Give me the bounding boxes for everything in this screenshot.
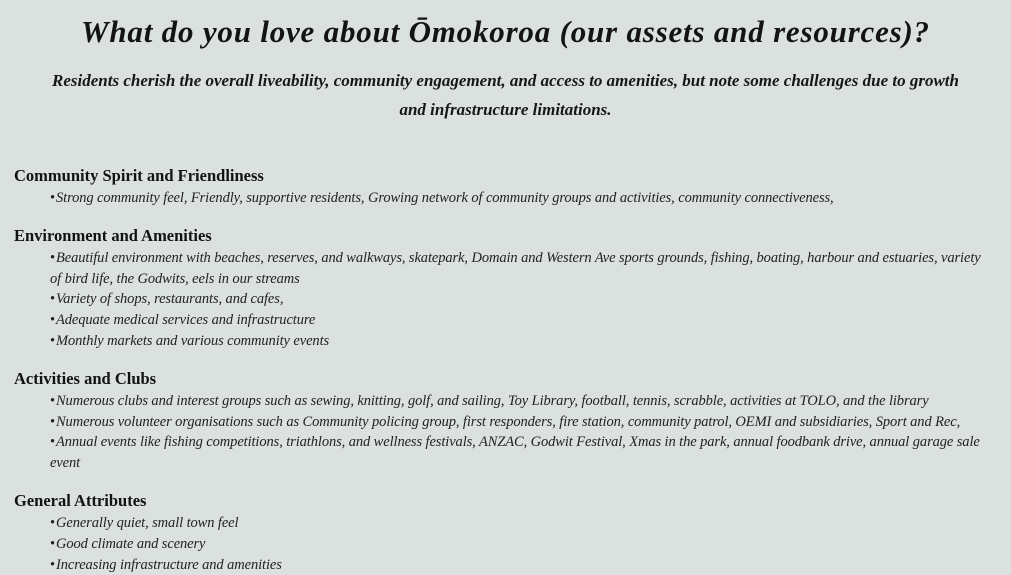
bullet-marker-icon: • xyxy=(50,291,55,308)
section-heading: Community Spirit and Friendliness xyxy=(14,166,264,185)
bullet-item xyxy=(50,331,991,352)
bullet-list xyxy=(50,248,991,352)
bullet-list xyxy=(50,513,991,575)
bullet-text: Increasing infrastructure and amenities xyxy=(55,556,282,573)
bullet-text: Numerous volunteer organisations such as Community policing group, first responders, fire station, community patrol, OEMI and subsidiaries, Sport and Rec, xyxy=(55,413,961,430)
section-heading: Environment and Amenities xyxy=(14,225,212,245)
bullet-item xyxy=(50,391,991,412)
bullet-text: Variety of shops, restaurants, and cafes, xyxy=(55,291,284,308)
bullet-marker-icon: • xyxy=(50,556,55,573)
section-heading: General Attributes xyxy=(14,490,147,510)
bullet-text: Good climate and scenery xyxy=(55,535,206,552)
bullet-marker-icon: • xyxy=(50,190,55,206)
bullet-marker-icon: • xyxy=(50,312,55,329)
bullet-item xyxy=(50,513,991,534)
section-general-attributes xyxy=(14,491,991,575)
bullet-item xyxy=(50,310,991,331)
bullet-text: Annual events like fishing competitions, triathlons, and wellness festivals, ANZAC, Godwit Festival, Xmas in the park, annual foodbank drive, annual garage sale event xyxy=(50,434,980,472)
bullet-marker-icon: • xyxy=(50,535,55,552)
bullet-item xyxy=(50,534,991,555)
slide-title: What do you love about Ōmokoroa (our assets and resources)? xyxy=(81,14,930,49)
bullet-item xyxy=(50,412,991,433)
section-environment-amenities xyxy=(14,226,991,352)
bullet-marker-icon: • xyxy=(50,434,55,451)
slide-body xyxy=(14,124,991,575)
section-community-spirit xyxy=(14,166,991,209)
section-activities-clubs xyxy=(14,369,991,474)
section-heading: Activities and Clubs xyxy=(14,368,157,388)
bullet-text: Monthly markets and various community events xyxy=(55,332,330,349)
bullet-list xyxy=(50,188,991,209)
bullet-text: Strong community feel, Friendly, supportive residents, Growing network of community groups and activities, community connectiveness, xyxy=(55,190,834,206)
bullet-marker-icon: • xyxy=(50,392,55,409)
bullet-item xyxy=(50,188,991,209)
bullet-list xyxy=(50,391,991,474)
bullet-item xyxy=(50,555,991,575)
subtitle-line-2: and infrastructure limitations. xyxy=(399,100,612,119)
bullet-text: Generally quiet, small town feel xyxy=(55,514,239,531)
bullet-item xyxy=(50,432,991,474)
subtitle-line-1: Residents cherish the overall liveability, community engagement, and access to amenities, but note some challenges due to growth xyxy=(52,71,959,90)
bullet-item xyxy=(50,289,991,310)
bullet-text: Beautiful environment with beaches, reserves, and walkways, skatepark, Domain and Western Ave sports grounds, fishing, boating, harbour and estuaries, variety of bird life, the Godwits, eels in our streams xyxy=(50,249,981,287)
bullet-marker-icon: • xyxy=(50,514,55,531)
bullet-text: Numerous clubs and interest groups such as sewing, knitting, golf, and sailing, Toy Library, football, tennis, scrabble, activities at TOLO, and the library xyxy=(55,392,929,409)
bullet-text: Adequate medical services and infrastructure xyxy=(55,312,316,329)
bullet-item xyxy=(50,248,991,290)
bullet-marker-icon: • xyxy=(50,332,55,349)
slide-subtitle xyxy=(8,66,1003,124)
bullet-marker-icon: • xyxy=(50,413,55,430)
bullet-marker-icon: • xyxy=(50,249,55,266)
